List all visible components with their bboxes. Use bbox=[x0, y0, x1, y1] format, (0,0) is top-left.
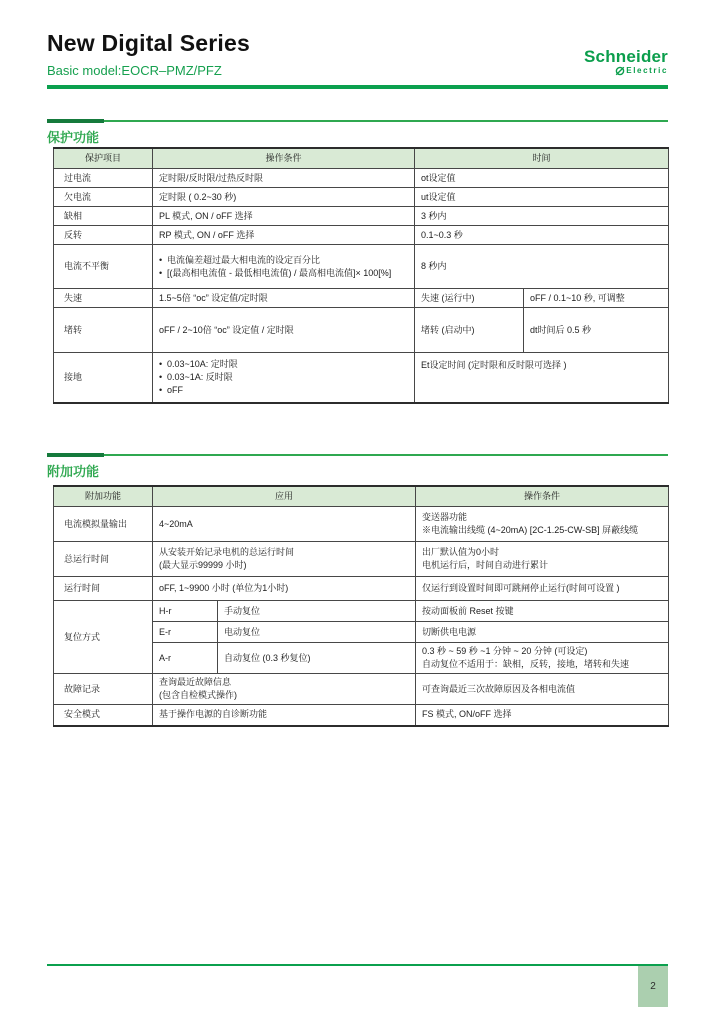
table-row bbox=[54, 542, 669, 577]
cell-reset-code: A-r bbox=[153, 643, 218, 674]
cell-item: 故障记录 bbox=[54, 674, 153, 705]
cell-reset-code: H-r bbox=[153, 601, 218, 622]
cell-application: 基于操作电源的自诊断功能 bbox=[153, 705, 416, 726]
cell-application bbox=[153, 542, 416, 577]
table-row bbox=[54, 289, 669, 308]
cell-application: 自动复位 (0.3 秒复位) bbox=[218, 643, 416, 674]
cell-item: 电流模拟量输出 bbox=[54, 507, 153, 542]
cell-condition bbox=[153, 245, 415, 289]
section-rule-accent bbox=[47, 453, 104, 457]
text-line: 自动复位不适用于：缺相，反转，接地，堵转和失速 bbox=[422, 659, 630, 670]
page-subtitle: Basic model:EOCR–PMZ/PFZ bbox=[47, 63, 222, 78]
cell-condition: 仅运行到设置时间即可跳闸停止运行(时间可设置 ) bbox=[416, 577, 669, 601]
cell-application: 手动复位 bbox=[218, 601, 416, 622]
cell-time: 3 秒内 bbox=[415, 207, 669, 226]
cell-condition: PL 模式, ON / oFF 选择 bbox=[153, 207, 415, 226]
cell-item: 过电流 bbox=[54, 169, 153, 188]
text-line: 从安装开始记录电机的总运行时间 bbox=[159, 547, 295, 557]
col-header: 操作条件 bbox=[416, 486, 669, 507]
cell-condition: 定时限 ( 0.2~30 秒) bbox=[153, 188, 415, 207]
cell-item: 安全模式 bbox=[54, 705, 153, 726]
page-number-badge bbox=[638, 966, 668, 1007]
table-header-row bbox=[54, 148, 669, 169]
cell-item: 欠电流 bbox=[54, 188, 153, 207]
section-rule bbox=[47, 120, 668, 122]
schneider-logo-name: Schneider bbox=[584, 47, 668, 66]
cell-application bbox=[153, 674, 416, 705]
cell-item: 缺相 bbox=[54, 207, 153, 226]
table-row bbox=[54, 674, 669, 705]
table-row bbox=[54, 245, 669, 289]
cell-condition: FS 模式, ON/oFF 选择 bbox=[416, 705, 669, 726]
page-number: 2 bbox=[650, 981, 656, 992]
text-line: 电机运行后，时间自动进行累计 bbox=[422, 560, 549, 571]
section-rule-accent bbox=[47, 119, 104, 123]
cell-condition: RP 模式, ON / oFF 选择 bbox=[153, 226, 415, 245]
bullet-line: • [(最高相电流值 - 最低相电流值) / 最高相电流值]× 100[%] bbox=[159, 267, 408, 280]
table-row bbox=[54, 601, 669, 622]
cell-time-state: 堵转 (启动中) bbox=[415, 308, 524, 353]
cell-condition: 可查询最近三次故障原因及各相电流值 bbox=[416, 674, 669, 705]
table-row bbox=[54, 577, 669, 601]
cell-time-state: 失速 (运行中) bbox=[415, 289, 524, 308]
bullet-line: • oFF bbox=[159, 384, 408, 397]
text-line: 0.3 秒 ~ 59 秒 ~1 分钟 ~ 20 分钟 (可设定) bbox=[422, 646, 588, 657]
section-rule bbox=[47, 454, 668, 456]
table-row bbox=[54, 705, 669, 726]
header-rule bbox=[47, 85, 668, 89]
schneider-logo-sub: Electric bbox=[626, 66, 668, 75]
table-row bbox=[54, 353, 669, 403]
footer-rule bbox=[47, 964, 668, 966]
cell-item: 运行时间 bbox=[54, 577, 153, 601]
cell-condition: 定时限/反时限/过热反时限 bbox=[153, 169, 415, 188]
cell-time: 0.1~0.3 秒 bbox=[415, 226, 669, 245]
cell-condition bbox=[416, 542, 669, 577]
table-row bbox=[54, 169, 669, 188]
schneider-logo bbox=[584, 48, 668, 76]
cell-item: 反转 bbox=[54, 226, 153, 245]
page-title: New Digital Series bbox=[47, 30, 251, 56]
cell-condition: oFF / 2~10倍 “oc” 设定值 / 定时限 bbox=[153, 308, 415, 353]
bullet-line: • 0.03~10A: 定时限 bbox=[159, 358, 408, 371]
text-line: (最大显示99999 小时) bbox=[159, 560, 247, 571]
cell-condition bbox=[416, 643, 669, 674]
cell-item: 电流不平衡 bbox=[54, 245, 153, 289]
cell-reset-code: E-r bbox=[153, 622, 218, 643]
schneider-logo-icon bbox=[615, 66, 625, 76]
cell-item: 总运行时间 bbox=[54, 542, 153, 577]
text-line: 出厂默认值为0小时 bbox=[422, 547, 500, 557]
table-header-row bbox=[54, 486, 669, 507]
protection-table bbox=[53, 147, 669, 404]
section-title-protection: 保护功能 bbox=[47, 130, 100, 145]
bullet-line: • 0.03~1A: 反时限 bbox=[159, 371, 408, 384]
cell-item: 堵转 bbox=[54, 308, 153, 353]
cell-condition bbox=[153, 353, 415, 403]
table-row bbox=[54, 226, 669, 245]
table-row bbox=[54, 188, 669, 207]
cell-time: Et设定时间 (定时限和反时限可选择 ) bbox=[415, 353, 669, 403]
cell-time: ut设定值 bbox=[415, 188, 669, 207]
cell-item-group: 复位方式 bbox=[54, 601, 153, 674]
cell-condition: 按动面板前 Reset 按键 bbox=[416, 601, 669, 622]
cell-condition: 切断供电电源 bbox=[416, 622, 669, 643]
table-row bbox=[54, 507, 669, 542]
text-line: ※电流输出线缆 (4~20mA) [2C-1.25-CW-SB] 屏蔽线缆 bbox=[422, 525, 639, 536]
col-header: 时间 bbox=[415, 148, 669, 169]
cell-application: oFF, 1~9900 小时 (单位为1小时) bbox=[153, 577, 416, 601]
cell-time: 8 秒内 bbox=[415, 245, 669, 289]
text-line: (包含自检模式操作) bbox=[159, 690, 237, 701]
text-line: 查询最近故障信息 bbox=[159, 677, 232, 688]
cell-application: 4~20mA bbox=[153, 507, 416, 542]
cell-time: ot设定值 bbox=[415, 169, 669, 188]
col-header: 保护项目 bbox=[54, 148, 153, 169]
cell-item: 接地 bbox=[54, 353, 153, 403]
cell-condition bbox=[416, 507, 669, 542]
cell-condition: 1.5~5倍 “oc” 设定值/定时限 bbox=[153, 289, 415, 308]
bullet-line: • 电流偏差超过最大相电流的设定百分比 bbox=[159, 254, 408, 267]
table-row bbox=[54, 207, 669, 226]
col-header: 操作条件 bbox=[153, 148, 415, 169]
col-header: 附加功能 bbox=[54, 486, 153, 507]
schneider-logo-subline bbox=[584, 66, 668, 76]
additional-table bbox=[53, 485, 669, 727]
cell-application: 电动复位 bbox=[218, 622, 416, 643]
col-header: 应用 bbox=[153, 486, 416, 507]
cell-item: 失速 bbox=[54, 289, 153, 308]
table-row bbox=[54, 308, 669, 353]
cell-time-value: dt时间后 0.5 秒 bbox=[524, 308, 669, 353]
text-line: 变送器功能 bbox=[422, 512, 468, 522]
section-title-additional: 附加功能 bbox=[47, 464, 100, 479]
cell-time-value: oFF / 0.1~10 秒, 可调整 bbox=[524, 289, 669, 308]
